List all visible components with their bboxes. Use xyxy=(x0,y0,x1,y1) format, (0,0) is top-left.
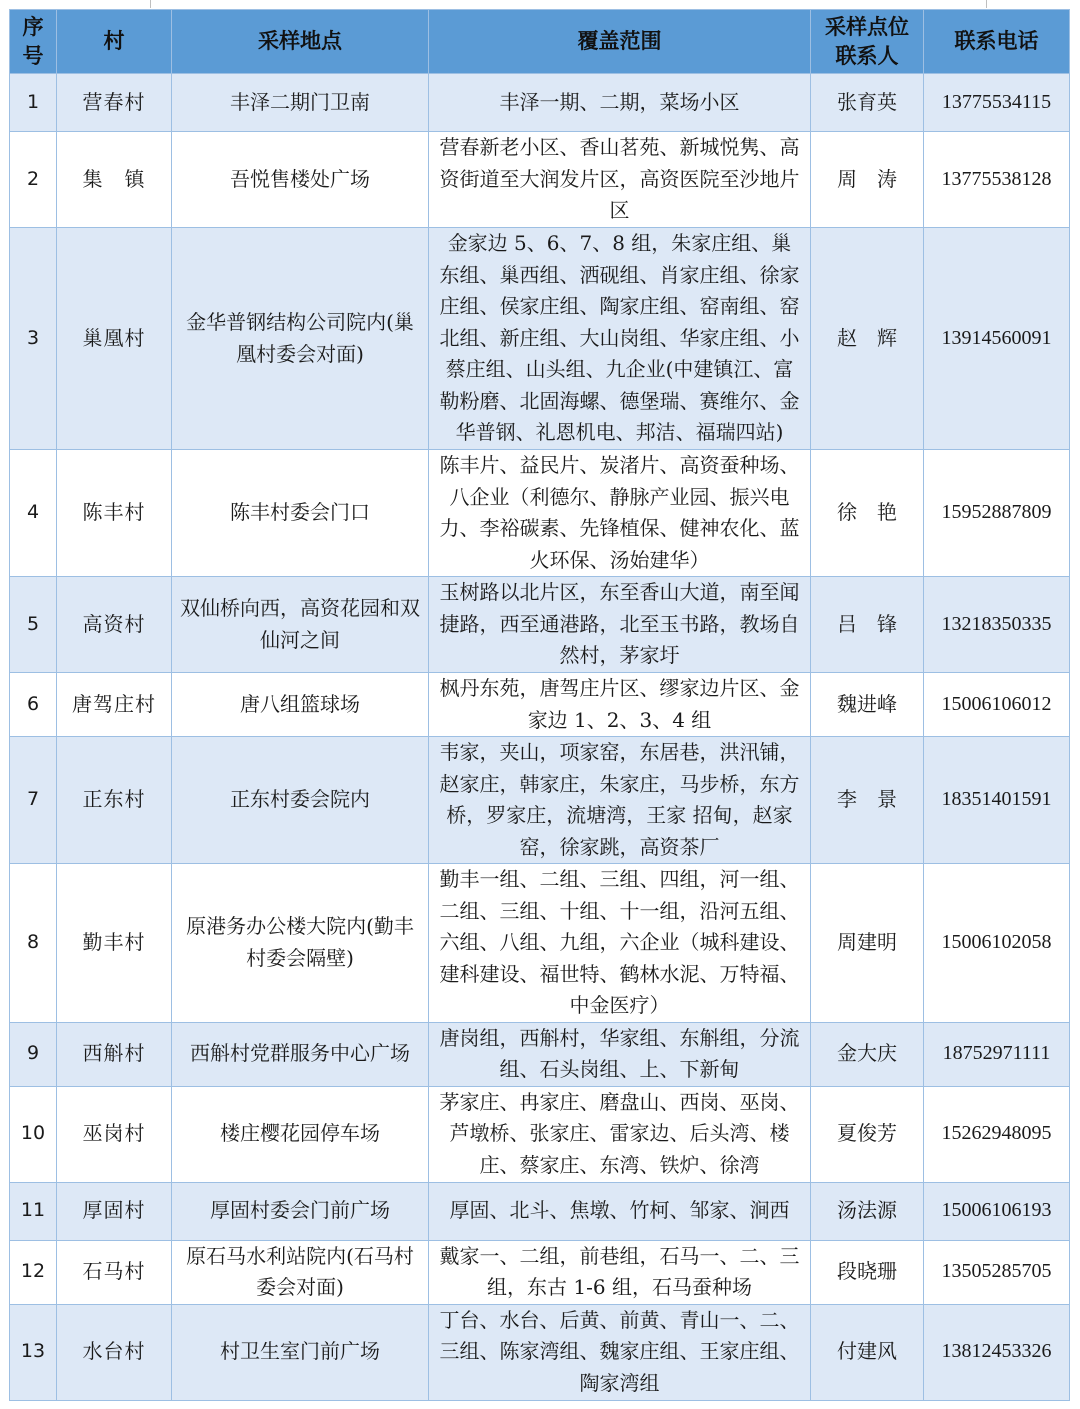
cell-index: 7 xyxy=(10,737,57,864)
table-header xyxy=(10,10,1070,74)
header-contact: 采样点位联系人 xyxy=(811,10,924,74)
table-row xyxy=(10,577,1070,673)
cell-coverage: 金家边 5、6、7、8 组，朱家庄组、巢东组、巢西组、洒砚组、肖家庄组、徐家庄组、侯家庄组、陶家庄组、窑南组、窑北组、新庄组、大山岗组、华家庄组、小蔡庄组、山头组、九企业(中建镇江、富勒粉磨、北固海螺、德堡瑞、赛维尔、金华普钢、礼恩机电、邦洁、福瑞四站) xyxy=(429,228,811,450)
cell-contact: 付建风 xyxy=(811,1304,924,1400)
header-village: 村 xyxy=(57,10,172,74)
cell-index: 11 xyxy=(10,1182,57,1240)
cell-index: 9 xyxy=(10,1022,57,1086)
cell-village: 高资村 xyxy=(57,577,172,673)
cell-coverage: 枫丹东苑，唐驾庄片区、缪家边片区、金家边 1、2、3、4 组 xyxy=(429,673,811,737)
cell-index: 1 xyxy=(10,74,57,132)
table-row xyxy=(10,1022,1070,1086)
cell-site: 楼庄樱花园停车场 xyxy=(172,1086,429,1182)
cell-phone: 18752971111 xyxy=(924,1022,1070,1086)
header-site: 采样地点 xyxy=(172,10,429,74)
cell-site: 正东村委会院内 xyxy=(172,737,429,864)
header-row xyxy=(10,10,1070,74)
top-border-line-right xyxy=(986,0,987,8)
table-row xyxy=(10,74,1070,132)
cell-index: 10 xyxy=(10,1086,57,1182)
cell-contact: 周建明 xyxy=(811,864,924,1023)
cell-phone: 15006106193 xyxy=(924,1182,1070,1240)
cell-village: 巢凰村 xyxy=(57,228,172,450)
table-row xyxy=(10,673,1070,737)
cell-phone: 13775538128 xyxy=(924,132,1070,228)
cell-contact: 徐 艳 xyxy=(811,450,924,577)
top-border-line-left xyxy=(150,0,151,8)
table-row xyxy=(10,1086,1070,1182)
header-index: 序号 xyxy=(10,10,57,74)
table-row xyxy=(10,1304,1070,1400)
cell-site: 金华普钢结构公司院内(巢凰村委会对面) xyxy=(172,228,429,450)
cell-coverage: 唐岗组，西斛村，华家组、东斛组，分流组、石头岗组、上、下新甸 xyxy=(429,1022,811,1086)
cell-coverage: 丁台、水台、后黄、前黄、青山一、二、三组、陈家湾组、魏家庄组、王家庄组、陶家湾组 xyxy=(429,1304,811,1400)
cell-site: 丰泽二期门卫南 xyxy=(172,74,429,132)
cell-contact: 吕 锋 xyxy=(811,577,924,673)
cell-contact: 夏俊芳 xyxy=(811,1086,924,1182)
cell-index: 5 xyxy=(10,577,57,673)
cell-site: 吾悦售楼处广场 xyxy=(172,132,429,228)
cell-coverage: 丰泽一期、二期，菜场小区 xyxy=(429,74,811,132)
cell-phone: 15262948095 xyxy=(924,1086,1070,1182)
table-row xyxy=(10,132,1070,228)
cell-phone: 15006106012 xyxy=(924,673,1070,737)
cell-coverage: 韦家，夹山，项家窑，东居巷，洪汛铺，赵家庄，韩家庄，朱家庄，马步桥，东方桥，罗家庄，流塘湾，王家 招甸，赵家窑，徐家跳，高资茶厂 xyxy=(429,737,811,864)
cell-contact: 赵 辉 xyxy=(811,228,924,450)
cell-village: 唐驾庄村 xyxy=(57,673,172,737)
header-coverage: 覆盖范围 xyxy=(429,10,811,74)
cell-coverage: 勤丰一组、二组、三组、四组，河一组、二组、三组、十组、十一组，沿河五组、六组、八组、九组，六企业（城科建设、建科建设、福世特、鹤林水泥、万特福、中金医疗） xyxy=(429,864,811,1023)
cell-village: 正东村 xyxy=(57,737,172,864)
header-phone: 联系电话 xyxy=(924,10,1070,74)
cell-contact: 段晓珊 xyxy=(811,1240,924,1304)
cell-coverage: 营春新老小区、香山茗苑、新城悦隽、高资街道至大润发片区，高资医院至沙地片区 xyxy=(429,132,811,228)
cell-contact: 金大庆 xyxy=(811,1022,924,1086)
cell-site: 唐八组篮球场 xyxy=(172,673,429,737)
cell-site: 双仙桥向西，高资花园和双仙河之间 xyxy=(172,577,429,673)
cell-contact: 汤法源 xyxy=(811,1182,924,1240)
table-row xyxy=(10,737,1070,864)
cell-village: 西斛村 xyxy=(57,1022,172,1086)
cell-phone: 15006102058 xyxy=(924,864,1070,1023)
cell-village: 勤丰村 xyxy=(57,864,172,1023)
cell-contact: 李 景 xyxy=(811,737,924,864)
table-row xyxy=(10,1182,1070,1240)
cell-village: 石马村 xyxy=(57,1240,172,1304)
cell-index: 12 xyxy=(10,1240,57,1304)
cell-village: 厚固村 xyxy=(57,1182,172,1240)
cell-site: 村卫生室门前广场 xyxy=(172,1304,429,1400)
table-row xyxy=(10,864,1070,1023)
table-row xyxy=(10,1240,1070,1304)
cell-village: 陈丰村 xyxy=(57,450,172,577)
cell-phone: 15952887809 xyxy=(924,450,1070,577)
cell-site: 厚固村委会门前广场 xyxy=(172,1182,429,1240)
table-body xyxy=(10,74,1070,1401)
cell-coverage: 玉树路以北片区，东至香山大道，南至闻捷路，西至通港路，北至玉书路，教场自然村，茅家圩 xyxy=(429,577,811,673)
cell-phone: 13775534115 xyxy=(924,74,1070,132)
cell-coverage: 厚固、北斗、焦墩、竹柯、邹家、涧西 xyxy=(429,1182,811,1240)
cell-contact: 魏进峰 xyxy=(811,673,924,737)
cell-site: 原石马水利站院内(石马村委会对面) xyxy=(172,1240,429,1304)
cell-site: 原港务办公楼大院内(勤丰村委会隔壁) xyxy=(172,864,429,1023)
cell-village: 巫岗村 xyxy=(57,1086,172,1182)
sampling-sites-table xyxy=(9,9,1070,1401)
cell-index: 6 xyxy=(10,673,57,737)
cell-coverage: 戴家一、二组，前巷组，石马一、二、三组，东古 1-6 组，石马蚕种场 xyxy=(429,1240,811,1304)
table-row xyxy=(10,228,1070,450)
cell-index: 4 xyxy=(10,450,57,577)
cell-index: 3 xyxy=(10,228,57,450)
cell-index: 2 xyxy=(10,132,57,228)
cell-phone: 13218350335 xyxy=(924,577,1070,673)
cell-contact: 周 涛 xyxy=(811,132,924,228)
cell-site: 陈丰村委会门口 xyxy=(172,450,429,577)
cell-phone: 13505285705 xyxy=(924,1240,1070,1304)
cell-contact: 张育英 xyxy=(811,74,924,132)
cell-village: 集 镇 xyxy=(57,132,172,228)
cell-village: 水台村 xyxy=(57,1304,172,1400)
cell-village: 营春村 xyxy=(57,74,172,132)
cell-phone: 18351401591 xyxy=(924,737,1070,864)
cell-phone: 13914560091 xyxy=(924,228,1070,450)
cell-coverage: 陈丰片、益民片、炭渚片、高资蚕种场、八企业（利德尔、静脉产业园、振兴电力、李裕碳素、先锋植保、健神农化、蓝火环保、汤始建华） xyxy=(429,450,811,577)
table-row xyxy=(10,450,1070,577)
cell-index: 13 xyxy=(10,1304,57,1400)
cell-phone: 13812453326 xyxy=(924,1304,1070,1400)
cell-index: 8 xyxy=(10,864,57,1023)
cell-coverage: 茅家庄、冉家庄、磨盘山、西岗、巫岗、芦墩桥、张家庄、雷家边、后头湾、楼庄、蔡家庄、东湾、铁炉、徐湾 xyxy=(429,1086,811,1182)
cell-site: 西斛村党群服务中心广场 xyxy=(172,1022,429,1086)
